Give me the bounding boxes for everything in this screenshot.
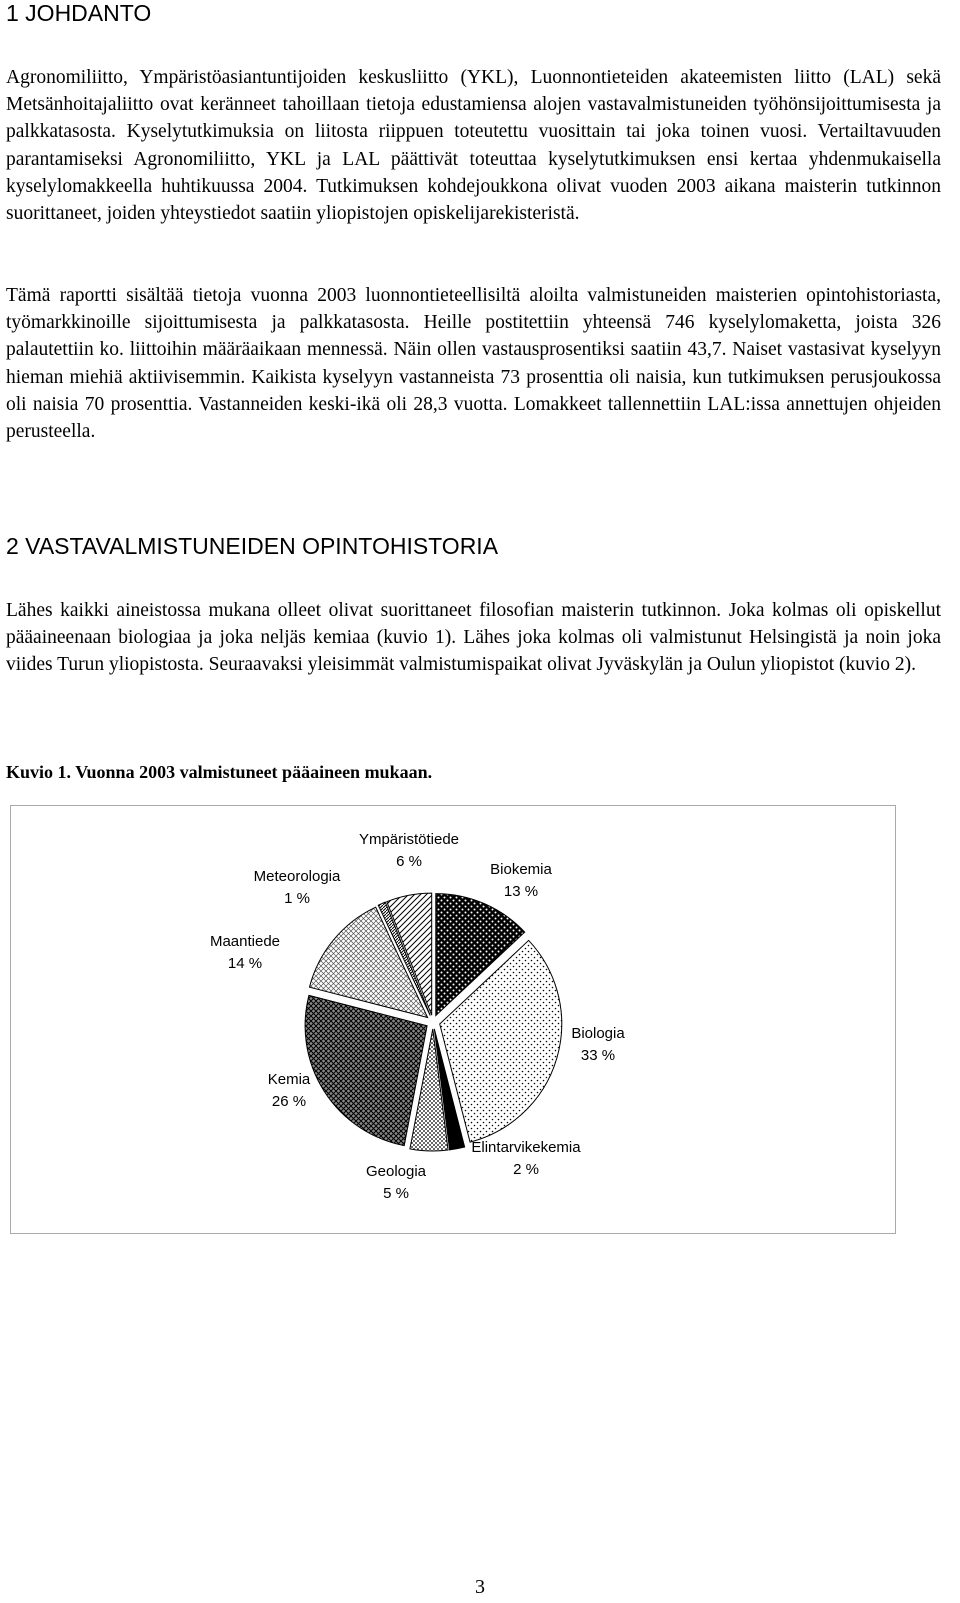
pie-value-geologia: 5 % — [383, 1185, 409, 1202]
pie-value-elintarvikekemia: 2 % — [513, 1161, 539, 1178]
pie-slice-kemia — [305, 995, 427, 1145]
section-heading-1: 1 JOHDANTO — [6, 0, 152, 26]
pie-label-geologia: Geologia — [365, 1163, 427, 1180]
pie-chart-frame — [10, 805, 896, 1234]
pie-label-meteorologia: Meteorologia — [253, 868, 341, 885]
figure-caption: Kuvio 1. Vuonna 2003 valmistuneet pääaineen mukaan. — [6, 762, 433, 782]
pie-value-maantiede: 14 % — [227, 955, 263, 972]
study-history-paragraph: Lähes kaikki aineistossa mukana olleet olivat suorittaneet filosofian maisterin tutkinnon. Joka kolmas oli opiskellut pääaineenaan biologiaa ja joka neljäs kemiaa (kuvio 1). Lähes joka kolmas oli valmistunut Helsingistä ja noin joka viides Turun yliopistosta. Seuraavaksi yleisimmät valmistumispaikat olivat Jyväskylän ja Oulun yliopistot (kuvio 2). — [6, 600, 941, 676]
pie-value-biokemia: 13 % — [503, 883, 539, 900]
pie-slices — [305, 893, 562, 1151]
pie-label-biokemia: Biokemia — [490, 861, 552, 878]
page-number: 3 — [475, 1576, 485, 1598]
pie-label-biologia: Biologia — [571, 1025, 625, 1042]
pie-value-kemia: 26 % — [271, 1093, 307, 1110]
pie-value-meteorologia: 1 % — [284, 890, 310, 907]
pie-label-ympäristötiede: Ympäristötiede — [358, 831, 460, 848]
intro-paragraph-1: Agronomiliitto, Ympäristöasiantuntijoiden keskusliitto (YKL), Luonnontieteiden akateemisten liitto (LAL) sekä Metsänhoitajaliitto ovat keränneet tahoillaan tietoja edustamiensa alojen vastavalmistuneiden työhönsijoittumisesta ja palkkatasosta. Kyselytutkimuksia on liitosta riippuen toteutettu vuosittain tai joka toinen vuosi. Vertailtavuuden parantamiseksi Agronomiliitto, YKL ja LAL päättivät toteuttaa kyselytutkimuksen ensi kertaa yhdenmukaisella kyselylomakkeella huhtikuussa 2004. Tutkimuksen kohdejoukkona olivat vuoden 2003 aikana maisterin tutkinnon suorittaneet, joiden yhteystiedot saatiin yliopistojen opiskelijarekisteristä. — [6, 67, 941, 225]
section-heading-2: 2 VASTAVALMISTUNEIDEN OPINTOHISTORIA — [6, 533, 499, 559]
pie-value-ympäristötiede: 6 % — [396, 853, 422, 870]
pie-chart — [11, 806, 895, 1233]
intro-paragraph-2: Tämä raportti sisältää tietoja vuonna 2003 luonnontieteellisiltä aloilta valmistuneiden maisterien opintohistoriasta, työmarkkinoille sijoittumisesta ja palkkatasosta. Heille postitettiin yhteensä 746 kyselylomaketta, joista 326 palautettiin ko. liittoihin määräaikaan mennessä. Näin ollen vastausprosentiksi saatiin 43,7. Naiset vastasivat kyselyyn hieman miehiä aktiivisemmin. Kaikista kyselyyn vastanneista 73 prosenttia oli naisia, kun tutkimuksen perusjoukossa oli naisia 70 prosenttia. Vastanneiden keski-ikä oli 28,3 vuotta. Lomakkeet tallennettiin LAL:issa annettujen ohjeiden perusteella. — [6, 285, 941, 443]
pie-label-elintarvikekemia: Elintarvikekemia — [471, 1139, 581, 1156]
pie-label-maantiede: Maantiede — [209, 933, 281, 950]
pie-value-biologia: 33 % — [580, 1047, 616, 1064]
pie-label-kemia: Kemia — [267, 1071, 311, 1088]
